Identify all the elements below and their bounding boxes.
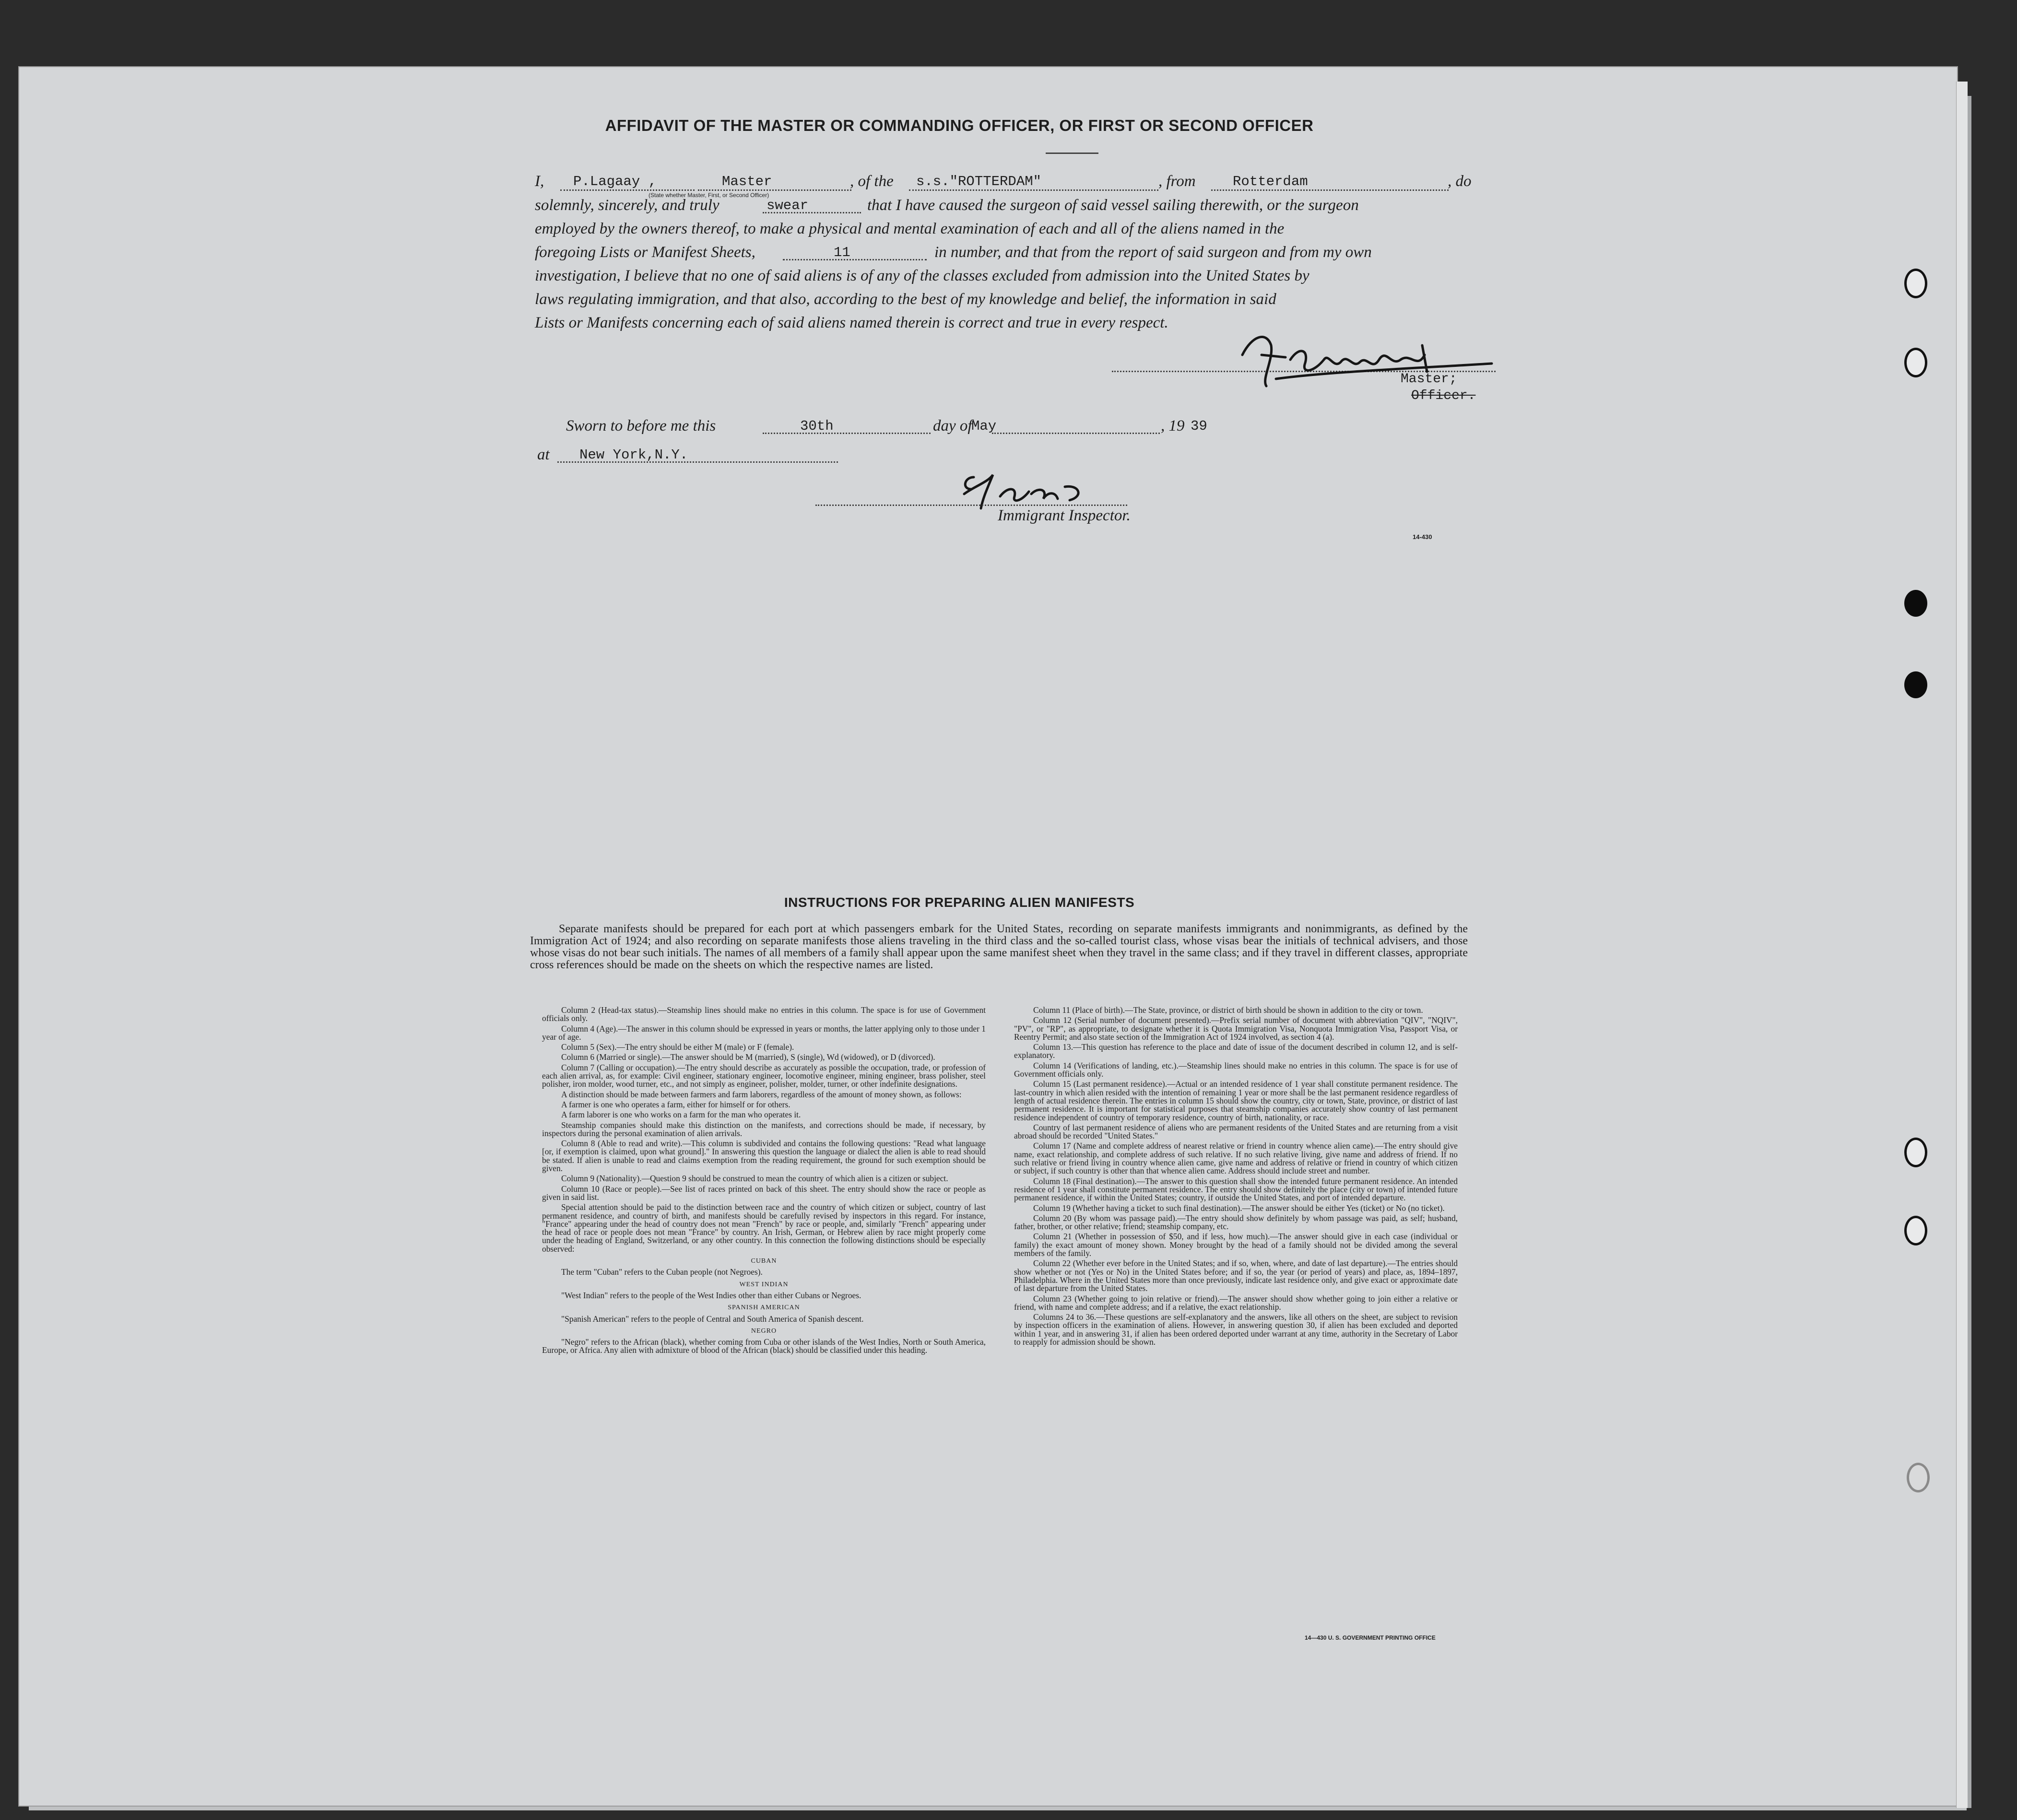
affidavit-title: AFFIDAVIT OF THE MASTER OR COMMANDING OFFICER, OR FIRST OR SECOND OFFICER (605, 117, 1314, 134)
instructions-title: INSTRUCTIONS FOR PREPARING ALIEN MANIFESTS (784, 895, 1135, 910)
departure-port: Rotterdam (1233, 174, 1308, 189)
instruction-paragraph: A farmer is one who operates a farm, either for himself or for others. (561, 1099, 790, 1109)
page-edge-strip (1956, 82, 1968, 1808)
master-name: P.Lagaay , (573, 174, 657, 189)
instruction-paragraph: Column 18 (Final destination).—The answer to this question shall show the intended future permanent residence. An intended residence of 1 year shall constitute permanent residence. The entry should show definitely the place (city or town) of intended future permanent residence, if within the United States; country, if outside the United States, and port of intended departure. (1014, 1176, 1458, 1203)
sworn-year: 39 (1191, 418, 1207, 434)
instruction-paragraph: Column 14 (Verifications of landing, etc.).—Steamship lines should make no entries in this column. The space is for use of Government officials only. (1014, 1060, 1458, 1079)
instruction-paragraph: Column 8 (Able to read and write).—This column is subdivided and contains the following questions: "Read what language [or, if exemption is claimed, upon what ground]." In answering this question the language or dialect the alien is able to read should be stated. If alien is unable to read and claims exemption from the reading requirement, the ground for such exemption should be given. (542, 1139, 986, 1174)
binder-hole-icon (1904, 1138, 1927, 1167)
instruction-paragraph: Column 13.—This question has reference to the place and date of issue of the document described in column 12, and is self-explanatory. (1014, 1042, 1458, 1060)
affidavit-i: I, (535, 173, 544, 190)
instruction-paragraph: Column 2 (Head-tax status).—Steamship lines should make no entries in this column. The space is for use of Government officials only. (542, 1005, 986, 1023)
instruction-paragraph: Column 12 (Serial number of document presented).—Prefix serial number of document with abbreviation "QIV", "NQIV", "PV", or "RP", as appropriate, to designate whether it is Quota Immigration Visa, Nonquota Immigration Visa, Passport Visa, or Reentry Permit; and also state section of the Immigration Act of 1924 involved, as section 4 (a). (1014, 1015, 1458, 1042)
sworn-place: New York,N.Y. (579, 447, 688, 463)
blank-line (560, 189, 695, 191)
instruction-paragraph: Column 6 (Married or single).—The answer should be M (married), S (single), Wd (widowed), or D (divorced). (561, 1052, 935, 1062)
definition-negro: "Negro" refers to the African (black), whether coming from Cuba or other islands of the West Indies, North or South America, Europe, or Africa. Any alien with admixture of blood of the African (black) should be classified under this heading. (542, 1337, 986, 1355)
ship-name: s.s."ROTTERDAM" (916, 174, 1042, 189)
blank-line (992, 433, 1160, 434)
binder-hole-icon (1904, 590, 1927, 617)
instruction-paragraph: Column 22 (Whether ever before in the United States; and if so, when, where, and date of last departure).—The entries should show whether or not (Yes or No) in the United States before; and if so, the year (or period of years) and place, as, 1894–1897, Philadelphia. Where in the United States more than once previously, indicate last residence only, and give exact or approximate date of last departure from the United States. (1014, 1258, 1458, 1293)
heading-negro: NEGRO (751, 1327, 777, 1335)
of-the-label: , of the (850, 173, 894, 190)
heading-spanish-american: SPANISH AMERICAN (728, 1304, 800, 1312)
instruction-paragraph: Column 23 (Whether going to join relative or friend).—The answer should show whether going to join either a relative or friend, with name and complete address; and if a relative, the exact relationship. (1014, 1293, 1458, 1312)
title-rule (1046, 153, 1098, 154)
instruction-paragraph: Country of last permanent residence of aliens who are permanent residents of the United States and are returning from a visit abroad should be recorded "United States." (1014, 1122, 1458, 1141)
instruction-paragraph: Column 21 (Whether in possession of $50, and if less, how much).—The answer should give in each case (individual or family) the exact amount of money shown. Money brought by the head of a family should not be divided among the several members of the family. (1014, 1232, 1458, 1258)
do-label: , do (1448, 173, 1472, 190)
from-label: , from (1158, 173, 1196, 190)
sheet-count: 11 (834, 245, 850, 260)
blank-line (783, 259, 927, 260)
heading-west-indian: WEST INDIAN (739, 1280, 789, 1288)
blank-line (763, 433, 931, 434)
printing-office-footnote: 14—430 U. S. GOVERNMENT PRINTING OFFICE (1305, 1634, 1436, 1641)
instruction-paragraph: Special attention should be paid to the distinction between race and the country of which citizen or subject, country of last permanent residence, and country of birth, and manifests should be carefully revised by inspectors in this regard. For instance, "France" appearing under the head of country does not mean "French" by race or people, and, similarly "French" appearing under the head of race or people does not mean "France" by country. An Irish, German, or Hebrew alien by race might properly come under the heading of England, Switzerland, or any other country. In this connection the following distinctions should be especially observed: (542, 1202, 986, 1254)
definition-cuban: The term "Cuban" refers to the Cuban people (not Negroes). (561, 1267, 763, 1277)
instruction-paragraph: Column 4 (Age).—The answer in this column should be expressed in years or months, the latter applying only to those under 1 year of age. (542, 1023, 986, 1042)
year-prefix: , 19 (1161, 417, 1185, 434)
blank-line (698, 189, 851, 191)
definition-spanish-american: "Spanish American" refers to the people of Central and South America of Spanish descent. (561, 1314, 864, 1324)
oath-word: swear (767, 198, 809, 213)
at-label: at (537, 446, 550, 463)
instructions-right-column (1014, 1006, 1458, 1348)
rank-hint: (State whether Master, First, or Second Officer) (649, 192, 769, 199)
binder-hole-icon (1904, 671, 1927, 698)
binder-hole-icon (1904, 1216, 1927, 1245)
instruction-paragraph: Column 15 (Last permanent residence).—Actual or an intended residence of 1 year shall constitute permanent residence. The last-country in which alien resided with the intention of remaining 1 year or more shall be the last permanent residence regardless of length of actual residence therein. The entries in column 15 should show the country, city or town, State, province, or district of last permanent residence. It is important for statistical purposes that steamship companies accurately show country of last permanent residence independent of country of temporary residence, country of birth, nationality, or race. (1014, 1079, 1458, 1122)
instruction-paragraph: Columns 24 to 36.—These questions are self-explanatory and the answers, like all others on the sheet, are subject to revision by inspection officers in the examination of aliens. However, in answering question 30, if alien has been excluded and deported within 1 year, and in answering 31, if alien has been ordered deported under warrant at any time, authority in the Secretary of Labor to reapply for admission should be shown. (1014, 1312, 1458, 1347)
affidavit-text: foregoing Lists or Manifest Sheets, (535, 244, 755, 261)
binder-hole-icon (1904, 348, 1927, 377)
instructions-intro: Separate manifests should be prepared for each port at which passengers embark for the United States, recording on separate manifests immigrants and nonimmigrants, as defined by the Immigration Act of 1924; and also recording on separate manifests those aliens traveling in the third class and the so-called tourist class, whose visas bear the initials of technical advisers, and those whose visas do not bear such initials. The names of all members of a family shall appear upon the same manifest sheet when they travel in the same class; and if they travel in different classes, appropriate cross references should be made on the sheets on which the respective names are listed. (530, 923, 1468, 971)
inspector-label: Immigrant Inspector. (998, 507, 1131, 524)
affidavit-text: that I have caused the surgeon of said vessel sailing therewith, or the surgeon (867, 197, 1359, 214)
sworn-day: 30th (800, 418, 834, 434)
binder-hole-icon (1904, 269, 1927, 298)
form-number: 14-430 (1413, 533, 1432, 540)
master-signature (1233, 326, 1501, 393)
master-rank: Master (722, 174, 772, 189)
signer-title-officer: Officer. (1411, 388, 1476, 403)
instruction-paragraph: A farm laborer is one who works on a farm for the man who operates it. (561, 1110, 801, 1120)
instruction-paragraph: Column 5 (Sex).—The entry should be either M (male) or F (female). (561, 1042, 794, 1052)
binder-hole-icon (1907, 1463, 1930, 1492)
affidavit-text: employed by the owners thereof, to make a physical and mental examination of each and all of the aliens named in the (535, 220, 1285, 237)
affidavit-text: in number, and that from the report of said surgeon and from my own (934, 244, 1372, 261)
signer-title-master: Master; (1401, 372, 1457, 387)
instruction-paragraph: Column 17 (Name and complete address of nearest relative or friend in country whence alien came).—The entry should give name, exact relationship, and complete address of such relative. If no such relative living, give name and address of friend. If no such relative or friend living in country whence alien came, give name and address of relative or friend in country of which citizen or subject, if such country is other than that whence alien came. Address should include street and number. (1014, 1141, 1458, 1176)
blank-line (909, 189, 1158, 191)
affidavit-text: solemnly, sincerely, and truly (535, 197, 720, 214)
instruction-paragraph: Column 9 (Nationality).—Question 9 should be construed to mean the country of which alien is a citizen or subject. (561, 1174, 948, 1184)
heading-cuban: CUBAN (751, 1257, 777, 1265)
instruction-paragraph: Column 20 (By whom was passage paid).—The entry should show definitely by whom passage was paid, as self; husband, father, brother, or other relative; friend; steamship company, etc. (1014, 1213, 1458, 1232)
instruction-paragraph: A distinction should be made between farmers and farm laborers, regardless of the amount of money shown, as follows: (561, 1089, 962, 1099)
instruction-paragraph: Column 11 (Place of birth).—The State, province, or district of birth should be shown in addition to the city or town. (1033, 1005, 1423, 1015)
instruction-paragraph: Column 7 (Calling or occupation).—The entry should describe as accurately as possible the occupation, trade, or profession of each alien arrival, as, for example: Civil engineer, stationary engineer, locomotive engineer, mining engineer, brass polisher, steel polisher, iron molder, wood turner, etc., and not simply as engineer, polisher, molder, turner, or other indefinite designations. (542, 1062, 986, 1089)
instruction-paragraph: Column 19 (Whether having a ticket to such final destination).—The answer should be either Yes (ticket) or No (no ticket). (1033, 1203, 1445, 1213)
signature-line (815, 505, 1127, 506)
affidavit-text: laws regulating immigration, and that also, according to the best of my knowledge and belief, the information in said (535, 291, 1276, 308)
definition-west-indian: "West Indian" refers to the people of the West Indies other than either Cubans or Negroes. (561, 1290, 861, 1300)
day-of-label: day of (933, 417, 972, 434)
instruction-paragraph: Steamship companies should make this distinction on the manifests, and corrections should be made, if necessary, by inspectors during the personal examination of alien arrivals. (542, 1120, 986, 1138)
sworn-text: Sworn to before me this (566, 417, 716, 434)
sworn-month: May (971, 418, 997, 434)
blank-line (1211, 189, 1449, 191)
instruction-paragraph: Column 10 (Race or people).—See list of races printed on back of this sheet. The entry should show the race or people as given in said list. (542, 1184, 986, 1202)
affidavit-text: Lists or Manifests concerning each of said aliens named therein is correct and true in every respect. (535, 314, 1168, 331)
instructions-left-column (542, 1006, 986, 1357)
affidavit-text: investigation, I believe that no one of said aliens is of any of the classes excluded from admission into the United States by (535, 267, 1309, 284)
